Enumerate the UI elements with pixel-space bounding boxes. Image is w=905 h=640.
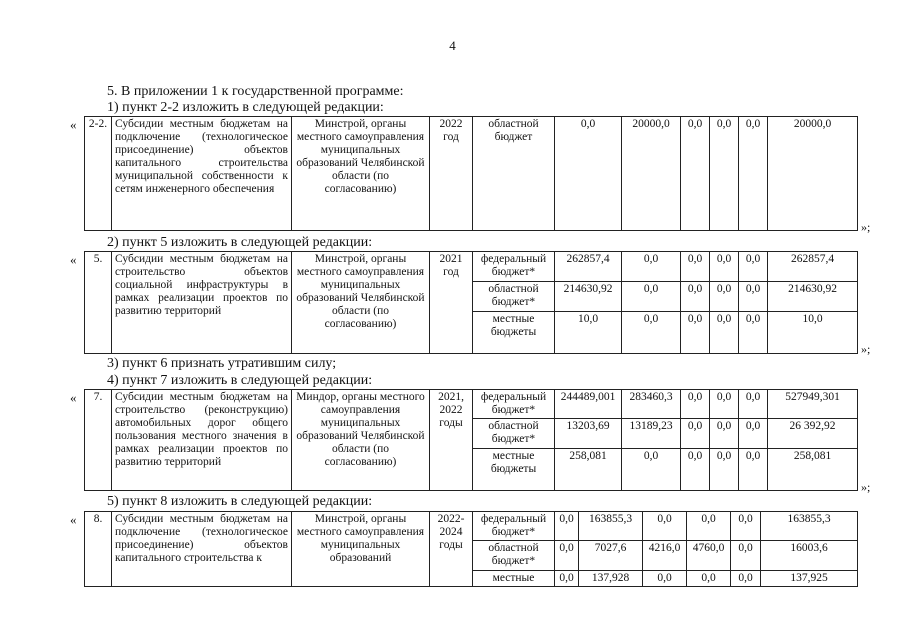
value-cell: 0,0: [681, 419, 710, 449]
value-cell: 0,0: [681, 117, 710, 231]
funding-source: областной бюджет*: [473, 541, 555, 571]
value-cell: 0,0: [731, 541, 761, 571]
value-cell: 0,0: [555, 117, 622, 231]
value-cell: 0,0: [710, 117, 739, 231]
table-row: [85, 512, 858, 541]
item-intro-4: 4) пункт 7 изложить в следующей редакции:: [107, 373, 373, 388]
measure-name: Субсидии местным бюджетам на подключение (технологическое присоединение) объектов капитального строительства к: [112, 512, 292, 587]
value-cell: 214630,92: [555, 282, 622, 312]
value-cell: 0,0: [739, 419, 768, 449]
year: 2021 год: [430, 252, 473, 354]
value-cell: 0,0: [710, 252, 739, 282]
value-cell: 0,0: [710, 312, 739, 354]
value-cell: 163855,3: [579, 512, 643, 541]
row-number: 2-2.: [85, 117, 112, 231]
value-cell: 0,0: [710, 449, 739, 491]
value-cell: 137,928: [579, 571, 643, 587]
value-cell: 20000,0: [622, 117, 681, 231]
year: 2022-2024 годы: [430, 512, 473, 587]
value-cell: 0,0: [739, 117, 768, 231]
funding-source: местные бюджеты: [473, 312, 555, 354]
value-cell: 0,0: [710, 390, 739, 419]
page-number: 4: [449, 38, 456, 53]
total-cell: 10,0: [768, 312, 858, 354]
item-intro-5: 5) пункт 8 изложить в следующей редакции:: [107, 494, 373, 509]
total-cell: 20000,0: [768, 117, 858, 231]
value-cell: 0,0: [731, 571, 761, 587]
row-number: 5.: [85, 252, 112, 354]
value-cell: 258,081: [555, 449, 622, 491]
table-row: [85, 252, 858, 282]
value-cell: 0,0: [555, 541, 579, 571]
funding-source: местные: [473, 571, 555, 587]
funding-source: федеральный бюджет*: [473, 390, 555, 419]
total-cell: 527949,301: [768, 390, 858, 419]
value-cell: 0,0: [731, 512, 761, 541]
value-cell: 10,0: [555, 312, 622, 354]
value-cell: 13189,23: [622, 419, 681, 449]
total-cell: 163855,3: [761, 512, 858, 541]
value-cell: 0,0: [681, 252, 710, 282]
table-row: [85, 117, 858, 231]
measure-name: Субсидии местным бюджетам на строительство объектов социальной инфраструктуры в рамках реализации проектов по развитию территорий: [112, 252, 292, 354]
section-heading: 5. В приложении 1 к государственной программе:: [107, 84, 404, 99]
close-mark: »;: [861, 220, 871, 234]
table-item-8: [84, 511, 858, 587]
value-cell: 0,0: [710, 419, 739, 449]
value-cell: 0,0: [643, 571, 687, 587]
open-quote: «: [70, 117, 77, 132]
value-cell: 283460,3: [622, 390, 681, 419]
row-number: 7.: [85, 390, 112, 491]
value-cell: 0,0: [710, 282, 739, 312]
value-cell: 244489,001: [555, 390, 622, 419]
value-cell: 0,0: [681, 282, 710, 312]
value-cell: 0,0: [681, 449, 710, 491]
measure-name: Субсидии местным бюджетам на подключение (технологическое присоединение) объектов капитального строительства муниципальной собственности к сетям инженерного обеспечения: [112, 117, 292, 231]
close-mark: »;: [861, 342, 871, 356]
funding-source: областной бюджет: [473, 117, 555, 231]
value-cell: 7027,6: [579, 541, 643, 571]
value-cell: 4216,0: [643, 541, 687, 571]
value-cell: 0,0: [681, 390, 710, 419]
value-cell: 0,0: [622, 282, 681, 312]
value-cell: 0,0: [687, 571, 731, 587]
value-cell: 0,0: [622, 449, 681, 491]
value-cell: 0,0: [739, 312, 768, 354]
total-cell: 214630,92: [768, 282, 858, 312]
executor: Минстрой, органы местного самоуправления муниципальных образований: [292, 512, 430, 587]
value-cell: 0,0: [555, 571, 579, 587]
funding-source: областной бюджет*: [473, 419, 555, 449]
funding-source: федеральный бюджет*: [473, 252, 555, 282]
row-number: 8.: [85, 512, 112, 587]
value-cell: 0,0: [622, 312, 681, 354]
funding-source: федеральный бюджет*: [473, 512, 555, 541]
value-cell: 4760,0: [687, 541, 731, 571]
value-cell: 13203,69: [555, 419, 622, 449]
table-row: [85, 390, 858, 419]
total-cell: 16003,6: [761, 541, 858, 571]
table-item-7: [84, 389, 858, 491]
funding-source: областной бюджет*: [473, 282, 555, 312]
year: 2021, 2022 годы: [430, 390, 473, 491]
value-cell: 0,0: [739, 252, 768, 282]
executor: Минстрой, органы местного самоуправления муниципальных образований Челябинской области (по согласованию): [292, 252, 430, 354]
value-cell: 0,0: [739, 449, 768, 491]
close-mark: »;: [861, 480, 871, 494]
value-cell: 0,0: [739, 390, 768, 419]
value-cell: 0,0: [555, 512, 579, 541]
open-quote: «: [70, 252, 77, 267]
executor: Миндор, органы местного самоуправления муниципальных образований Челябинской области (по согласованию): [292, 390, 430, 491]
year: 2022 год: [430, 117, 473, 231]
open-quote: «: [70, 512, 77, 527]
value-cell: 0,0: [739, 282, 768, 312]
table-item-5: [84, 251, 858, 354]
total-cell: 258,081: [768, 449, 858, 491]
item-intro-1: 1) пункт 2-2 изложить в следующей редакции:: [107, 100, 384, 115]
executor: Минстрой, органы местного самоуправления муниципальных образований Челябинской области (по согласованию): [292, 117, 430, 231]
total-cell: 26 392,92: [768, 419, 858, 449]
value-cell: 0,0: [687, 512, 731, 541]
item-intro-3: 3) пункт 6 признать утратившим силу;: [107, 356, 337, 371]
table-item-2-2: [84, 116, 858, 231]
value-cell: 0,0: [622, 252, 681, 282]
value-cell: 0,0: [643, 512, 687, 541]
total-cell: 262857,4: [768, 252, 858, 282]
funding-source: местные бюджеты: [473, 449, 555, 491]
total-cell: 137,925: [761, 571, 858, 587]
item-intro-2: 2) пункт 5 изложить в следующей редакции:: [107, 235, 373, 250]
measure-name: Субсидии местным бюджетам на строительство (реконструкцию) автомобильных дорог общего пользования местного значения в рамках реализации проектов по развитию территорий: [112, 390, 292, 491]
value-cell: 0,0: [681, 312, 710, 354]
open-quote: «: [70, 390, 77, 405]
value-cell: 262857,4: [555, 252, 622, 282]
